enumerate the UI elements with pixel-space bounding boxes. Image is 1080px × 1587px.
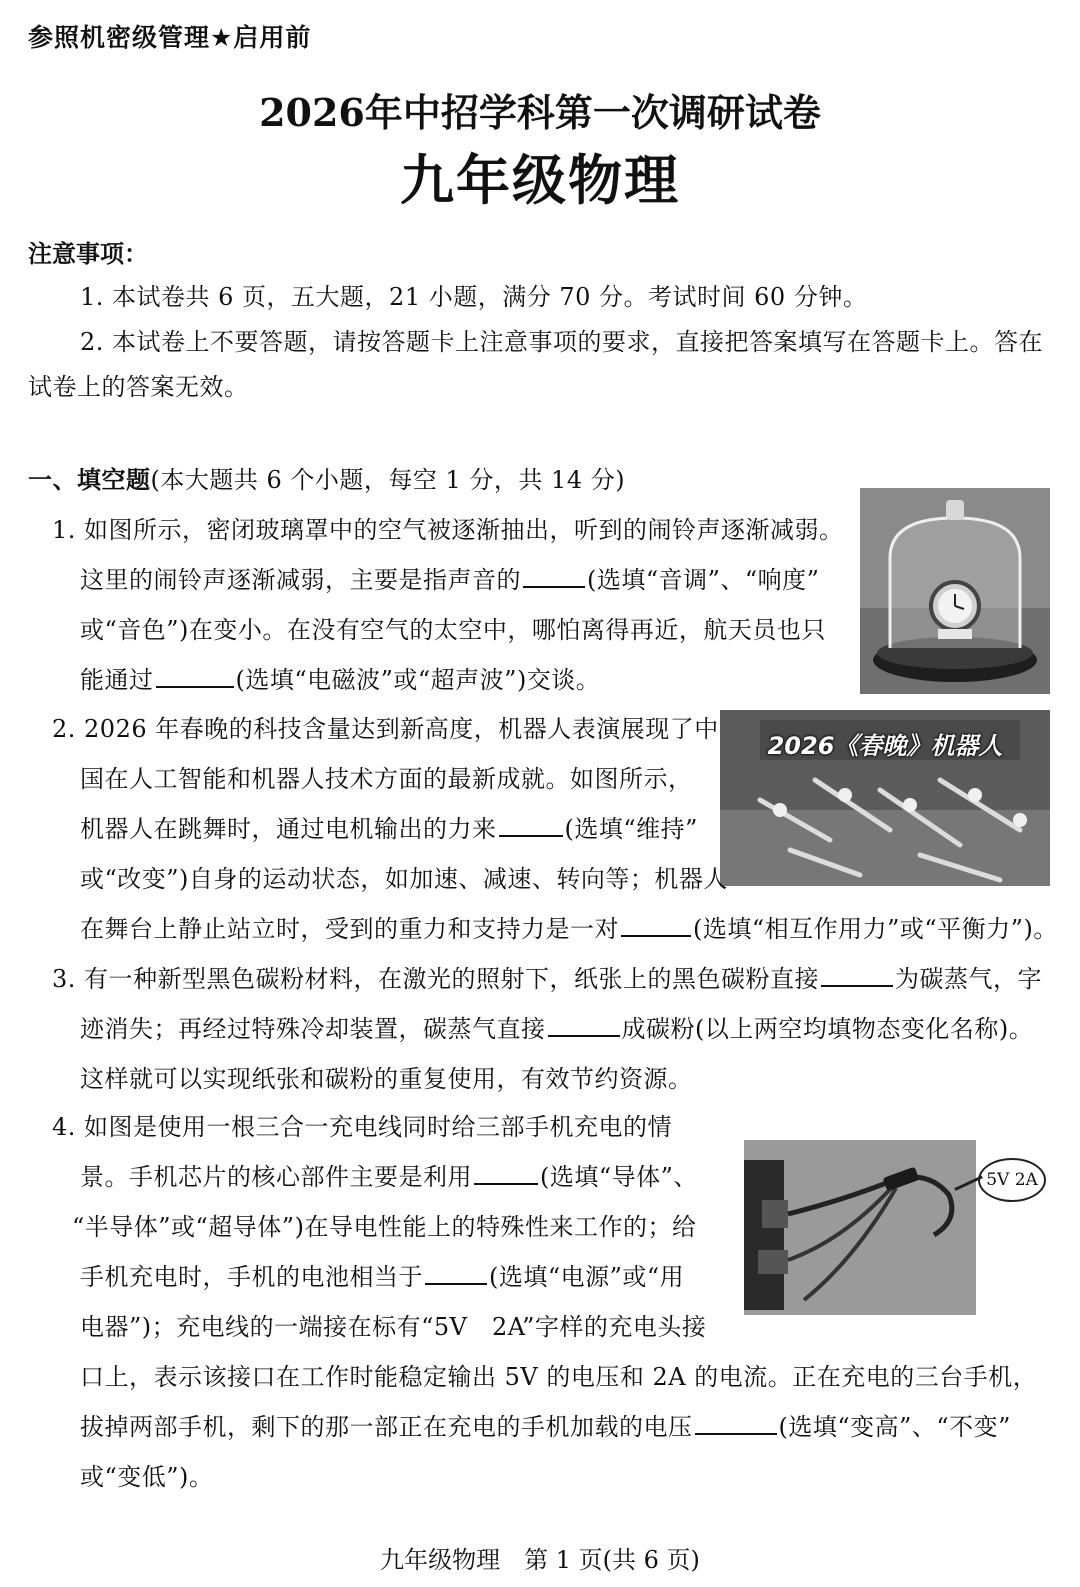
q4-line-6: 口上，表示该接口在工作时能稳定输出 5V 的电压和 2A 的电流。正在充电的三台手机， (80, 1363, 1038, 1391)
q4-line-5: 电器”)；充电线的一端接在标有“5V 2A”字样的充电头接 (80, 1313, 707, 1341)
q4-blank-2 (425, 1263, 487, 1285)
q1-line-2-text-b: (选填“音调”、“响度” (587, 566, 820, 594)
q1-blank-1 (523, 566, 585, 588)
q1-line-3: 或“音色”)在变小。在没有空气的太空中，哪怕离得再近，航天员也只 (80, 616, 826, 644)
section-1-title: 一、填空题 (28, 466, 151, 494)
q4-line-4 (80, 1262, 684, 1292)
charger-label-callout: 5V 2A (978, 1158, 1046, 1202)
section-1-heading (28, 465, 625, 495)
q2-line-5-text-b: (选填“相互作用力”或“平衡力”)。 (693, 915, 1058, 943)
q4-line-7 (80, 1412, 1011, 1442)
notice-heading: 注意事项： (28, 240, 148, 268)
bell-jar-photo (860, 488, 1050, 694)
bell-jar-illustration (860, 488, 1050, 694)
q2-line-5 (80, 914, 1058, 944)
q1-line-4-text-a: 能通过 (80, 666, 154, 694)
q1-line-1: 1. 如图所示，密闭玻璃罩中的空气被逐渐抽出，听到的闹铃声逐渐减弱。 (52, 516, 844, 544)
q3-blank-2 (548, 1015, 620, 1037)
q4-line-3: “半导体”或“超导体”)在导电性能上的特殊性来工作的；给 (72, 1213, 697, 1241)
q2-line-4: 或“改变”)自身的运动状态，如加速、减速、转向等；机器人 (80, 865, 728, 893)
q1-blank-2 (156, 666, 234, 688)
q4-line-7-text-a: 拔掉两部手机，剩下的那一部正在充电的手机加载的电压 (80, 1413, 693, 1441)
charger-photo (744, 1140, 976, 1315)
q4-line-7-text-b: (选填“变高”、“不变” (778, 1413, 1011, 1441)
q3-line-2 (80, 1014, 1033, 1044)
q2-line-1: 2. 2026 年春晚的科技含量达到新高度，机器人表演展现了中 (52, 715, 719, 743)
q1-line-2 (80, 565, 819, 595)
notice-item-2-line-2: 试卷上的答案无效。 (28, 373, 249, 401)
section-1-info: (本大题共 6 个小题，每空 1 分，共 14 分) (150, 466, 626, 494)
robot-photo (720, 710, 1050, 886)
q2-blank-1 (499, 815, 563, 837)
q2-blank-2 (621, 915, 691, 937)
q2-line-5-text-a: 在舞台上静止站立时，受到的重力和支持力是一对 (80, 915, 619, 943)
q2-line-3 (80, 814, 698, 844)
q4-line-4-text-b: (选填“电源”或“用 (489, 1263, 685, 1291)
secret-level-label: 参照机密级管理★启用前 (28, 23, 312, 52)
q3-line-3: 这样就可以实现纸张和碳粉的重复使用，有效节约资源。 (80, 1065, 693, 1093)
q4-line-2 (80, 1162, 698, 1192)
exam-title: 2026年中招学科第一次调研试卷 (259, 90, 821, 135)
q1-line-4 (80, 665, 600, 695)
q3-line-1-text-b: 为碳蒸气，字 (895, 965, 1043, 993)
robot-photo-caption: 2026《春晚》机器人 (767, 732, 1003, 760)
q2-line-3-text-b: (选填“维持” (564, 815, 698, 843)
q4-blank-1 (474, 1163, 538, 1185)
q2-line-3-text-a: 机器人在跳舞时，通过电机输出的力来 (80, 815, 497, 843)
q4-line-1: 4. 如图是使用一根三合一充电线同时给三部手机充电的情 (52, 1113, 673, 1141)
q4-line-4-text-a: 手机充电时，手机的电池相当于 (80, 1263, 423, 1291)
q4-line-8: 或“变低”)。 (80, 1463, 214, 1491)
q3-line-1 (52, 964, 1042, 994)
q3-line-1-text-a: 3. 有一种新型黑色碳粉材料，在激光的照射下，纸张上的黑色碳粉直接 (52, 965, 820, 993)
notice-item-1: 1. 本试卷共 6 页，五大题，21 小题，满分 70 分。考试时间 60 分钟。 (80, 283, 868, 311)
q3-blank-1 (821, 965, 893, 987)
q4-line-2-text-b: (选填“导体”、 (540, 1163, 698, 1191)
notice-item-2-line-1: 2. 本试卷上不要答题，请按答题卡上注意事项的要求，直接把答案填写在答题卡上。答在 (80, 328, 1044, 356)
q1-line-4-text-b: (选填“电磁波”或“超声波”)交谈。 (235, 666, 601, 694)
exam-subject: 九年级物理 (400, 148, 680, 212)
q3-line-2-text-a: 迹消失；再经过特殊冷却装置，碳蒸气直接 (80, 1015, 546, 1043)
q3-line-2-text-b: 成碳粉(以上两空均填物态变化名称)。 (621, 1015, 1034, 1043)
q4-blank-3 (695, 1413, 777, 1435)
charger-illustration (744, 1140, 976, 1315)
q4-line-2-text-a: 景。手机芯片的核心部件主要是利用 (80, 1163, 472, 1191)
page-footer: 九年级物理 第 1 页(共 6 页) (380, 1546, 700, 1574)
q2-line-2: 国在人工智能和机器人技术方面的最新成就。如图所示， (80, 765, 693, 793)
q1-line-2-text-a: 这里的闹铃声逐渐减弱，主要是指声音的 (80, 566, 521, 594)
